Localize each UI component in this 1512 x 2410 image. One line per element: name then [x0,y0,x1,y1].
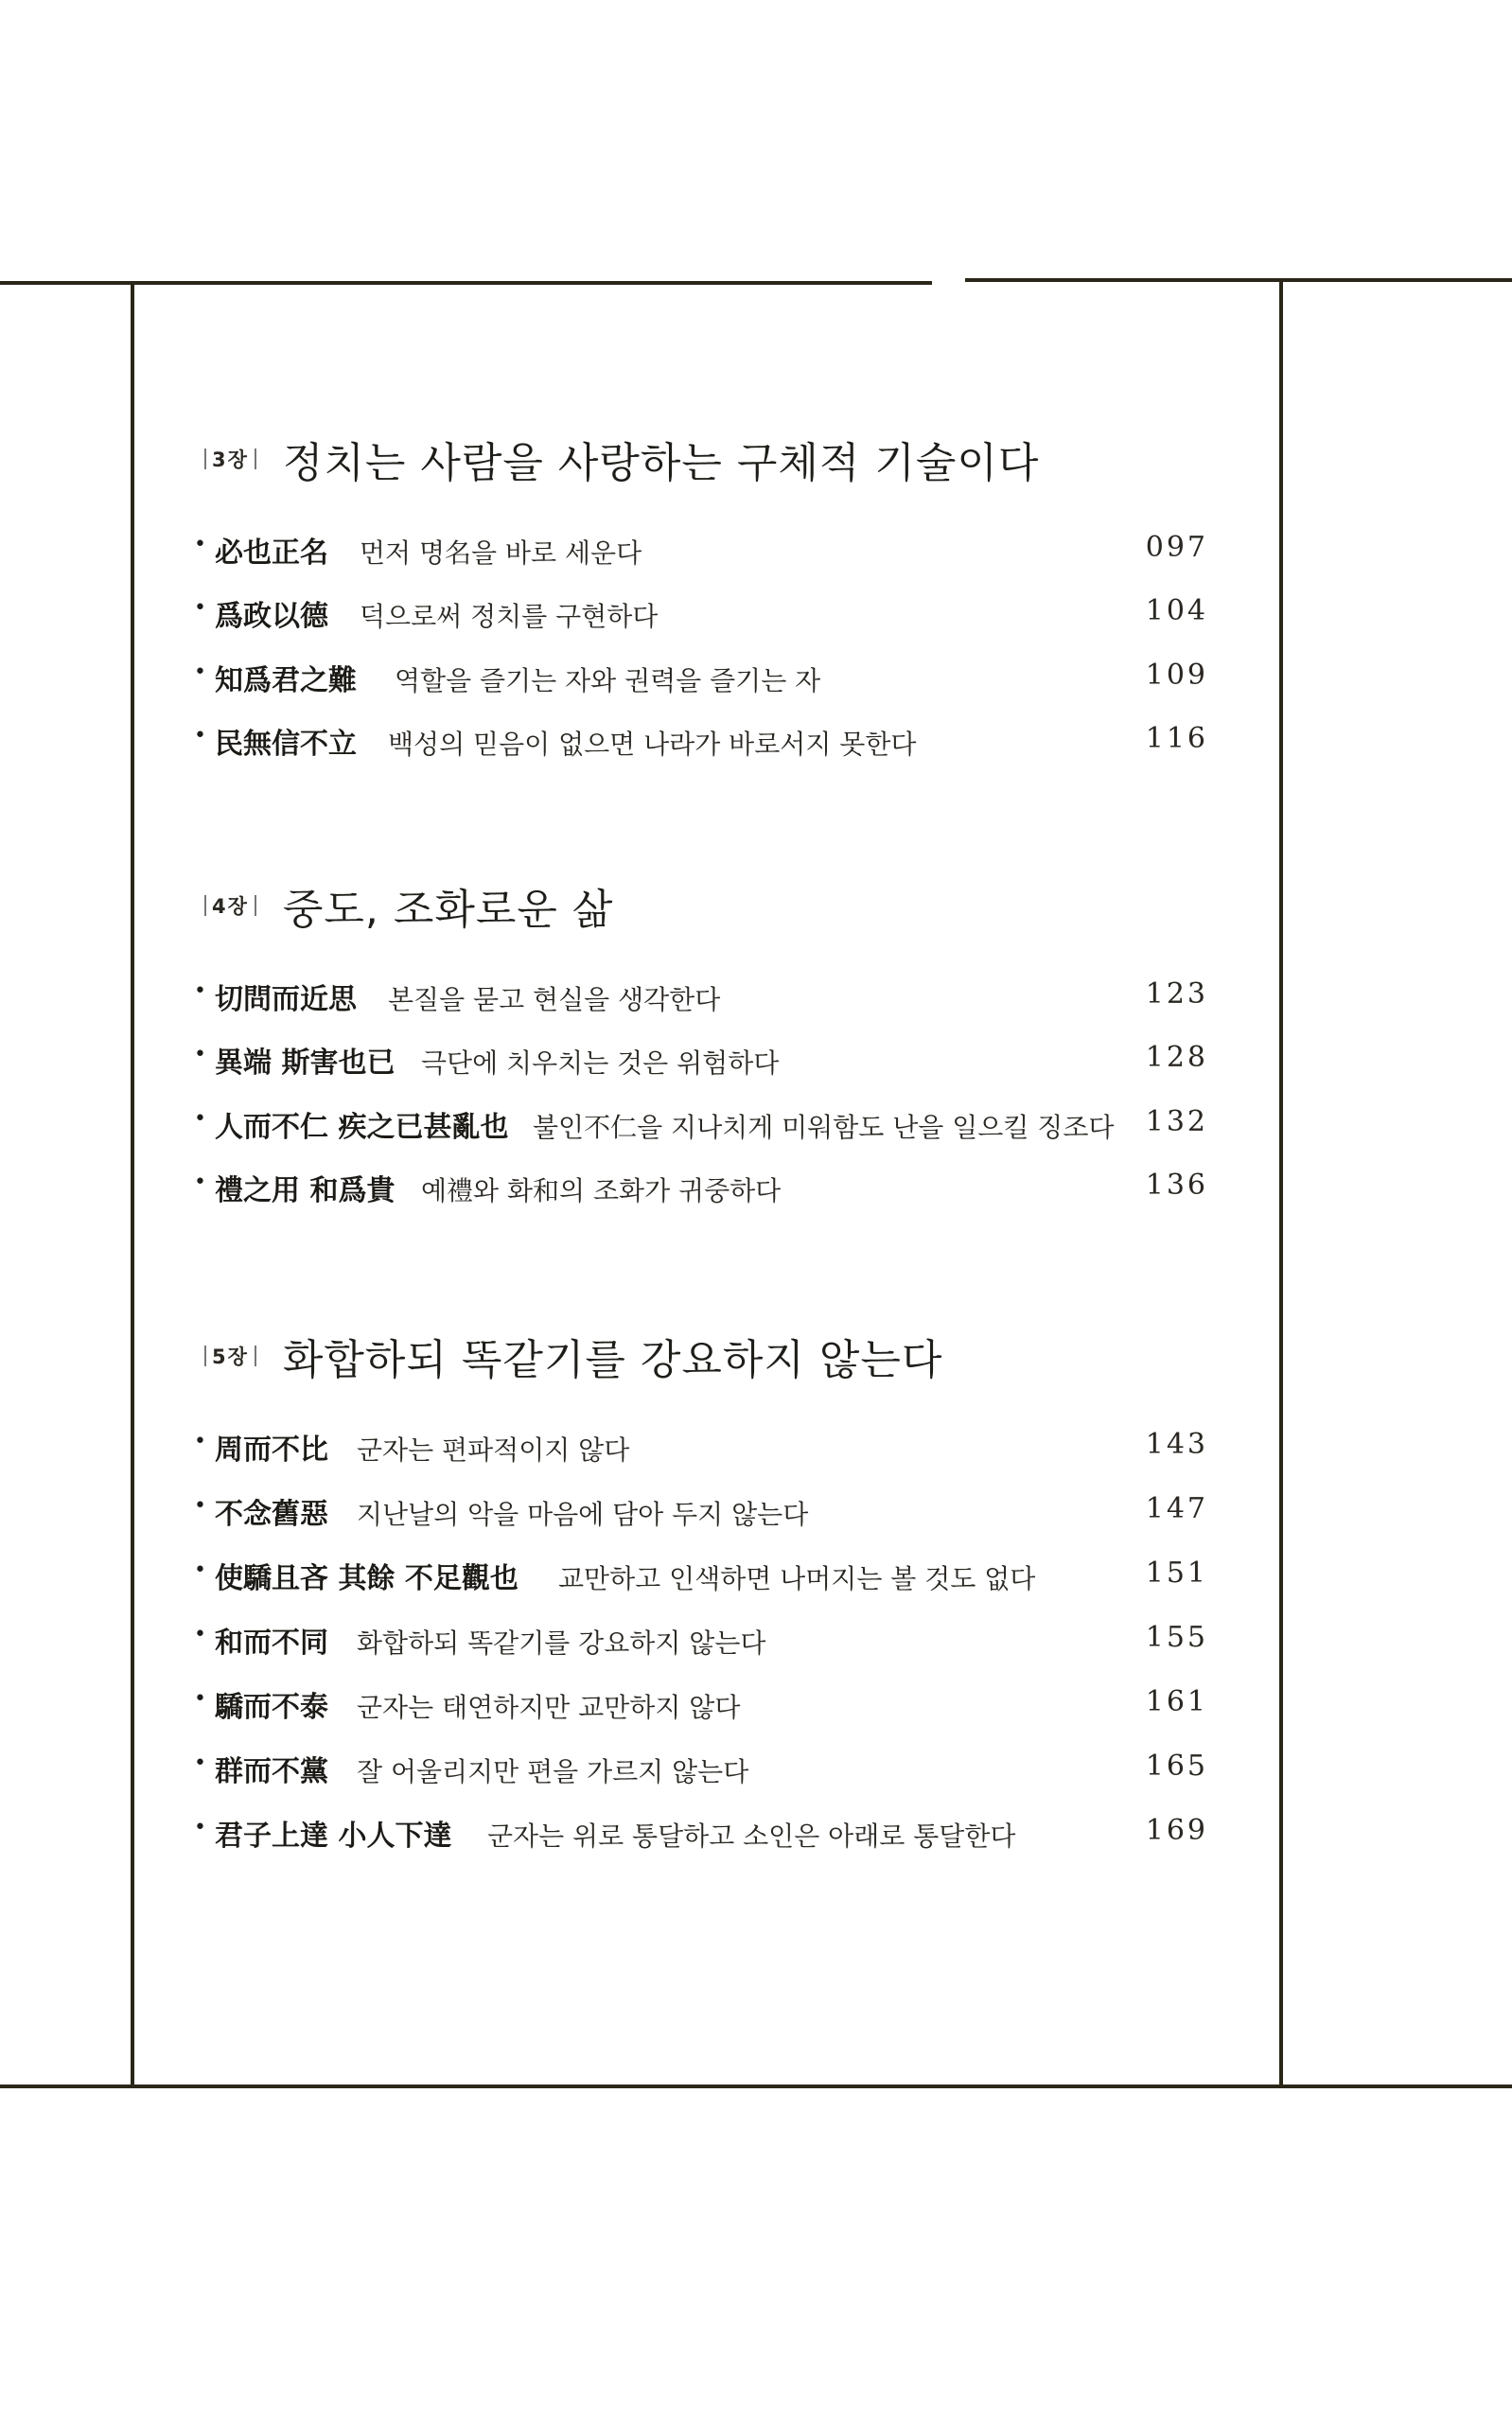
entry-hanja: 君子上達 小人下達 [215,1820,452,1853]
bullet: • [194,979,206,1003]
entry-desc: 지난날의 악을 마음에 담아 두지 않는다 [357,1499,809,1530]
chapter-number: 3장 [212,449,249,471]
bullet: • [194,1687,206,1711]
toc-entry[interactable] [194,587,1208,640]
entry-desc: 군자는 태연하지만 교만하지 않다 [357,1692,741,1723]
entry-desc: 극단에 치우치는 것은 위험하다 [421,1047,780,1079]
entry-page: 132 [1145,1105,1208,1138]
bullet: • [194,1494,206,1518]
entry-desc: 화합하되 똑같기를 강요하지 않는다 [357,1627,766,1659]
bullet: • [194,1751,206,1775]
chapter-heading [199,868,613,943]
bullet: • [194,1816,206,1839]
toc-entry[interactable] [194,1678,1208,1731]
entry-hanja: 驕而不泰 [215,1691,328,1724]
entry-hanja: 和而不同 [215,1627,328,1660]
entry-desc: 역할을 즐기는 자와 권력을 즐기는 자 [395,665,821,696]
toc-entry[interactable] [194,1420,1208,1473]
frame-right [1279,280,1283,2087]
entry-page: 104 [1145,594,1208,627]
entry-desc: 잘 어울리지만 편을 가르지 않는다 [357,1756,749,1787]
entry-hanja: 不念舊惡 [215,1498,328,1531]
chapter-title: 중도, 조화로운 삶 [282,886,614,934]
entry-hanja: 民無信不立 [215,728,357,761]
toc-entry[interactable] [194,1485,1208,1538]
entry-page: 147 [1145,1492,1208,1525]
bullet: • [194,1430,206,1453]
divider [204,895,206,916]
frame-top-left [0,281,932,285]
divider [255,449,256,469]
toc-entry[interactable] [194,1806,1208,1859]
entry-page: 169 [1145,1814,1208,1847]
entry-hanja: 群而不黨 [215,1755,328,1788]
entry-desc: 먼저 명名을 바로 세운다 [360,537,642,569]
entry-hanja: 必也正名 [215,537,328,570]
toc-entry[interactable] [194,523,1208,576]
entry-hanja: 人而不仁 疾之已甚亂也 [215,1111,509,1144]
bullet: • [194,533,206,556]
entry-page: 109 [1145,659,1208,692]
toc-entry[interactable] [194,1098,1208,1151]
entry-desc: 본질을 묻고 현실을 생각한다 [388,984,721,1015]
entry-page: 136 [1145,1169,1208,1202]
toc-entry[interactable] [194,970,1208,1023]
entry-hanja: 禮之用 和爲貴 [215,1174,396,1207]
chapter-heading [199,1318,942,1394]
entry-hanja: 周而不比 [215,1434,328,1467]
toc-entry[interactable] [194,1161,1208,1214]
entry-hanja: 異端 斯害也已 [215,1047,396,1080]
divider [204,449,206,469]
toc-entry[interactable] [194,651,1208,704]
entry-page: 155 [1145,1621,1208,1654]
toc-entry[interactable] [194,1033,1208,1086]
bullet: • [194,660,206,684]
frame-left [131,281,134,2086]
entry-page: 143 [1145,1428,1208,1461]
entry-desc: 덕으로써 정치를 구현하다 [360,601,659,632]
toc-entry[interactable] [194,1549,1208,1602]
entry-page: 151 [1145,1557,1208,1590]
entry-hanja: 使驕且吝 其餘 不足觀也 [215,1562,519,1595]
chapter-number: 4장 [212,895,249,918]
bullet: • [194,1043,206,1066]
toc-entry[interactable] [194,1742,1208,1795]
toc-entry[interactable] [194,714,1208,767]
entry-page: 128 [1145,1041,1208,1074]
toc-entry[interactable] [194,1613,1208,1666]
entry-page: 116 [1145,722,1208,755]
divider [255,1346,256,1366]
entry-hanja: 切問而近思 [215,983,357,1016]
entry-page: 165 [1145,1750,1208,1783]
bullet: • [194,596,206,620]
entry-page: 161 [1145,1685,1208,1718]
divider [204,1346,206,1366]
entry-desc: 백성의 믿음이 없으면 나라가 바로서지 못한다 [388,729,917,760]
chapter-heading [199,421,1039,497]
entry-desc: 교만하고 인색하면 나머지는 볼 것도 없다 [558,1563,1036,1594]
entry-desc: 예禮와 화和의 조화가 귀중하다 [421,1175,782,1206]
bullet: • [194,1170,206,1194]
divider [255,895,256,916]
entry-hanja: 知爲君之難 [215,664,357,697]
chapter-title: 화합하되 똑같기를 강요하지 않는다 [282,1336,943,1384]
frame-top-right [965,278,1512,282]
chapter-title: 정치는 사람을 사랑하는 구체적 기술이다 [282,439,1040,487]
bullet: • [194,724,206,748]
bullet: • [194,1107,206,1131]
bullet: • [194,1623,206,1646]
entry-desc: 군자는 위로 통달하고 소인은 아래로 통달한다 [487,1821,1016,1852]
entry-desc: 군자는 편파적이지 않다 [357,1434,630,1466]
entry-desc: 불인不仁을 지나치게 미워함도 난을 일으킬 징조다 [533,1112,1115,1143]
frame-bottom [0,2085,1512,2088]
bullet: • [194,1558,206,1582]
chapter-number: 5장 [212,1346,249,1368]
entry-page: 123 [1145,977,1208,1011]
entry-hanja: 爲政以德 [215,600,328,633]
entry-page: 097 [1145,531,1208,564]
